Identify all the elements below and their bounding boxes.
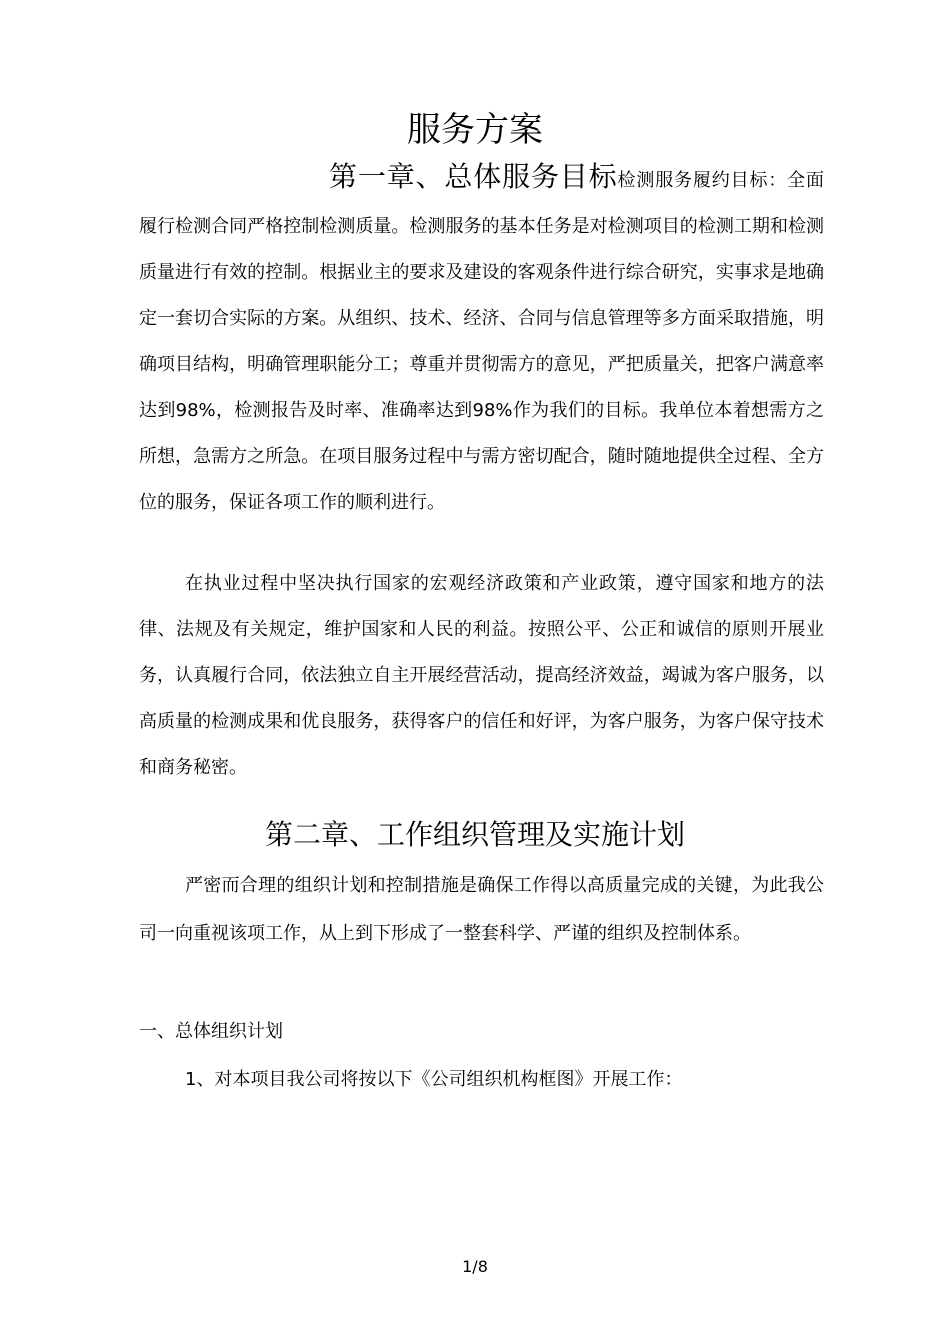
section1-item1: 1、对本项目我公司将按以下《公司组织机构框图》开展工作：: [185, 1069, 683, 1090]
chapter1-paragraph2: 在执业过程中坚决执行国家的宏观经济政策和产业政策，遵守国家和地方的法律、法规及有关规定，维护国家和人民的利益。按照公平、公正和诚信的原则开展业务，认真履行合同，依法独立自主开展经营活动，提高经济效益，竭诚为客户服务，以高质量的检测成果和优良服务，获得客户的信任和好评，为客户服务，为客户保守技术和商务秘密。: [139, 573, 824, 778]
chapter2-paragraph1: 严密而合理的组织计划和控制措施是确保工作得以高质量完成的关键，为此我公司一向重视该项工作，从上到下形成了一整套科学、严谨的组织及控制体系。: [139, 875, 824, 944]
chapter2-heading: 第二章、工作组织管理及实施计划: [264, 818, 685, 851]
section1-heading: 一、总体组织计划: [139, 1021, 283, 1042]
chapter1-heading: 第一章、总体服务目标: [329, 160, 618, 193]
page-number: 1/8: [462, 1257, 488, 1276]
chapter1-paragraph1: 检测服务履约目标：全面履行检测合同严格控制检测质量。检测服务的基本任务是对检测项目的检测工期和检测质量进行有效的控制。根据业主的要求及建设的客观条件进行综合研究，实事求是地确定一套切合实际的方案。从组织、技术、经济、合同与信息管理等多方面采取措施，明确项目结构，明确管理职能分工；尊重并贯彻需方的意见，严把质量关，把客户满意率达到98%，检测报告及时率、准确率达到98%作为我们的目标。我单位本着想需方之所想，急需方之所急。在项目服务过程中与需方密切配合，随时随地提供全过程、全方位的服务，保证各项工作的顺利进行。: [139, 170, 824, 513]
chapter1-block: [139, 154, 824, 526]
document-title: 服务方案: [407, 110, 543, 150]
